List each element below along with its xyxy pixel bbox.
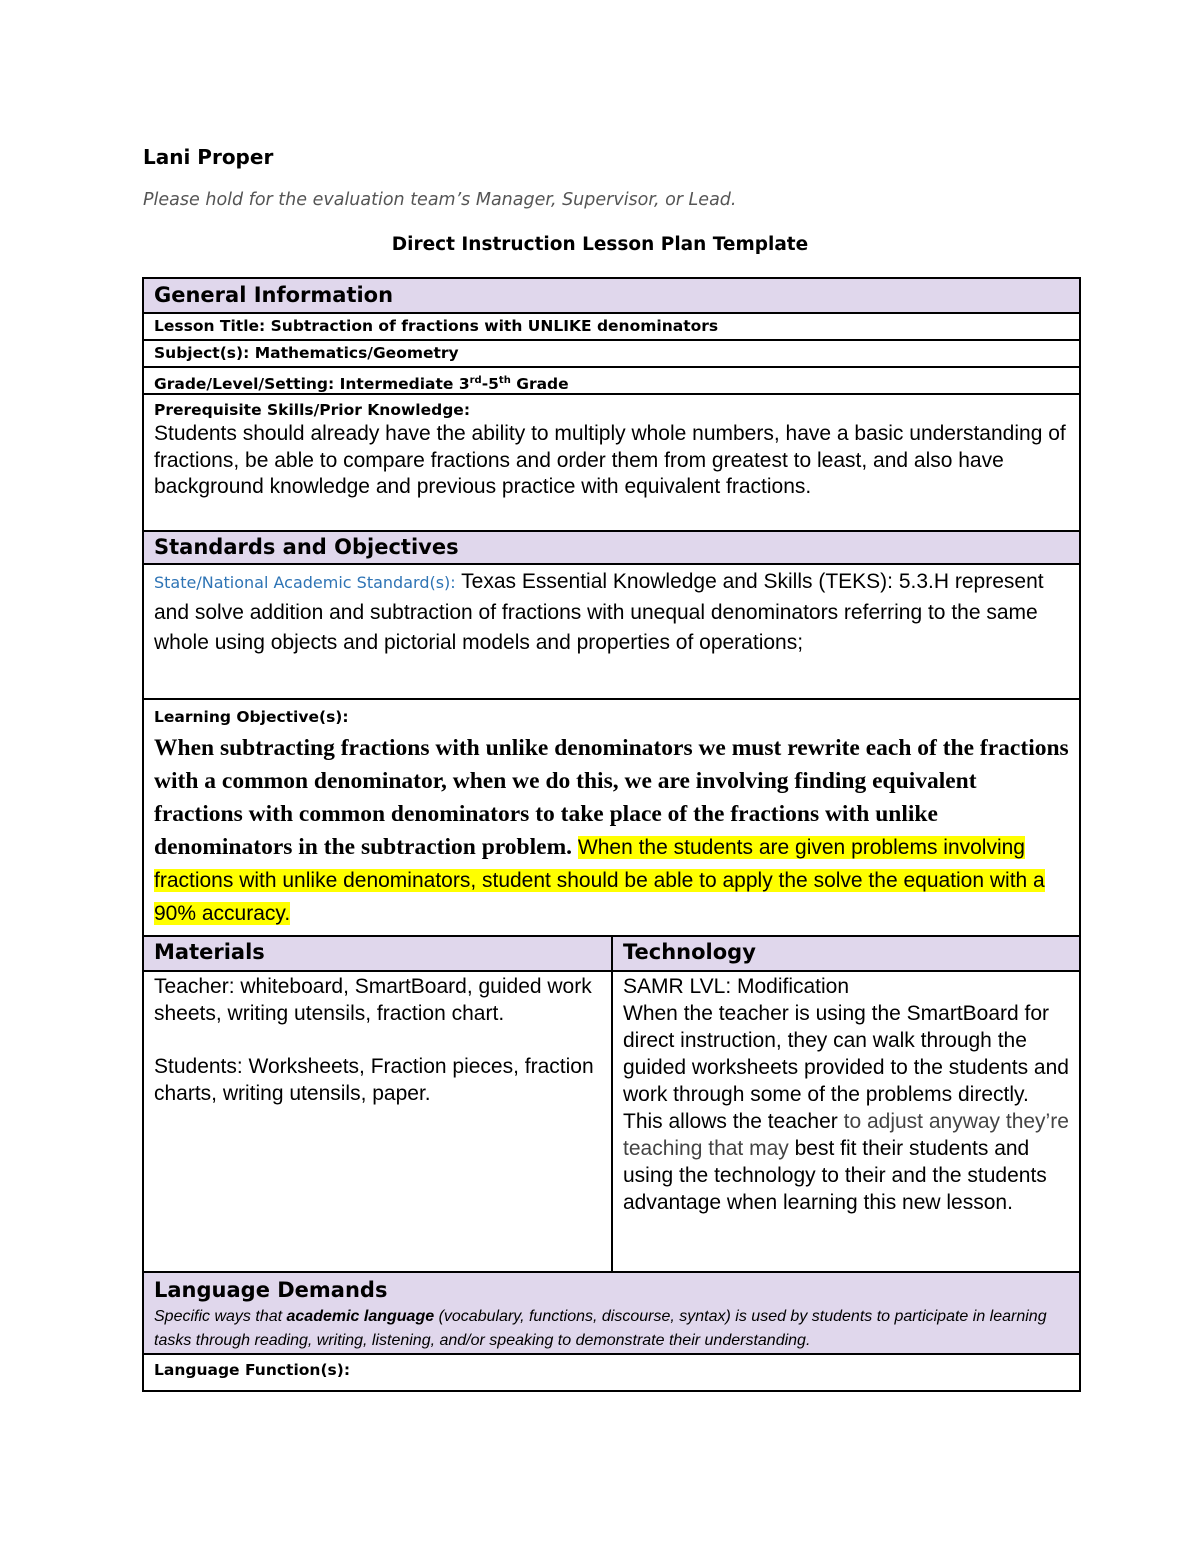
grade-superscript: rd: [469, 375, 482, 386]
lesson-title-row: Lesson Title: Subtraction of fractions with UNLIKE denominators: [144, 314, 1079, 341]
grade-suffix: Grade: [510, 375, 569, 394]
description-text: (vocabulary, functions, discourse, syntax) is used by students to participate in learning tasks through reading, writing, listening, and/or speaking to demonstrate their understanding.: [154, 1308, 1047, 1349]
description-text: Specific ways that: [154, 1308, 287, 1325]
objective-text: When subtracting fractions with unlike denominators we must rewrite each of the fractions with a common denominator, when we do this, we are involving finding equivalent fractions with common denominators to take place of the fractions with unlike denominators in the subtraction problem.: [154, 735, 1069, 860]
language-demands-description: [154, 1305, 1069, 1353]
technology-text: When the teacher is using the SmartBoard for direct instruction, they can walk through the guided worksheets provided to the students and work through some of the problems directly. This allows the teacher: [623, 1002, 1069, 1133]
grade-range: -5: [481, 375, 499, 394]
section-title: Standards and Objectives: [154, 535, 459, 559]
language-demands-header: Language Demands: [154, 1275, 1069, 1305]
grade-superscript: th: [498, 375, 511, 386]
standard-text: Texas Essential Knowledge and Skills (TEKS): 5.3.H represent and solve addition and subtraction of fractions with unequal denominators referring to the same whole using objects and pictorial models and properties of operations;: [154, 570, 1044, 654]
teacher-materials: Teacher: whiteboard, SmartBoard, guided work sheets, writing utensils, fraction chart.: [154, 975, 592, 1025]
technology-text-gray: to adjust anyway they’re teaching that may: [623, 1110, 1069, 1160]
objective-label: Learning Objective(s):: [154, 708, 349, 726]
prerequisite-text: Students should already have the ability to multiply whole numbers, have a basic understanding of fractions, be able to compare fractions and order them from greatest to least, and also have background knowledge and previous practice with equivalent fractions.: [154, 422, 1066, 498]
instruction-note: Please hold for the evaluation team’s Manager, Supervisor, or Lead.: [143, 190, 737, 210]
objective-highlight: When the students are given problems involving fractions with unlike denominators, student should be able to apply the solve the equation with a 90% accuracy.: [154, 836, 1045, 925]
standard-label: State/National Academic Standard(s):: [154, 573, 456, 592]
prerequisite-row: [144, 395, 1079, 532]
description-bold: academic language: [286, 1308, 435, 1325]
student-materials: Students: Worksheets, Fraction pieces, fraction charts, writing utensils, paper.: [154, 1055, 594, 1105]
grade-label: Grade/Level/Setting: Intermediate 3: [154, 375, 470, 394]
technology-cell: [613, 972, 1079, 1271]
grade-level-row: [144, 368, 1079, 395]
language-demands-row: [144, 1273, 1079, 1355]
samr-level: SAMR LVL: Modification: [623, 975, 850, 998]
technology-header: Technology: [613, 937, 1079, 970]
materials-header: Materials: [144, 937, 613, 970]
author-name: Lani Proper: [143, 145, 274, 169]
standards-header: [144, 532, 1079, 565]
technology-text-end: best fit their students and using the technology to their and the students advantage when learning this new lesson.: [623, 1137, 1047, 1214]
lesson-plan-table: [142, 277, 1081, 1392]
objectives-row: [144, 700, 1079, 937]
section-title: General Information: [154, 283, 394, 307]
standards-row: [144, 565, 1079, 700]
subjects-row: Subject(s): Mathematics/Geometry: [144, 341, 1079, 368]
prerequisite-label: Prerequisite Skills/Prior Knowledge:: [154, 401, 471, 419]
materials-technology-header: [144, 937, 1079, 972]
materials-technology-row: [144, 972, 1079, 1273]
language-functions-row: Language Function(s):: [154, 1361, 351, 1379]
general-information-header: [144, 279, 1079, 314]
materials-cell: [144, 972, 613, 1271]
document-title: Direct Instruction Lesson Plan Template: [391, 234, 809, 255]
